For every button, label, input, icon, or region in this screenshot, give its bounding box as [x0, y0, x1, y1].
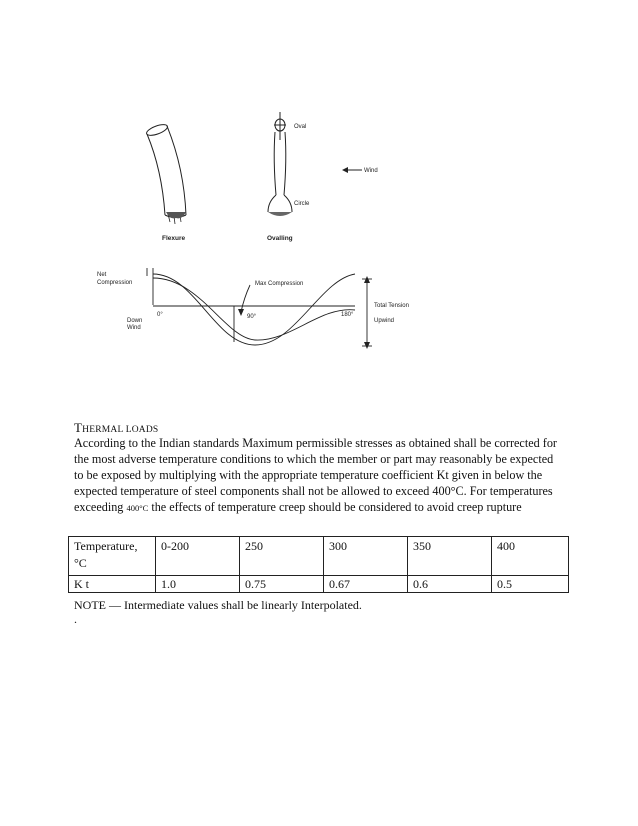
table-row — [69, 537, 569, 576]
table-cell: 0.6 — [408, 576, 492, 593]
zero-degree-label: 0° — [157, 312, 163, 318]
ovalling-label: Ovalling — [267, 235, 293, 242]
flexure-stack-drawing — [145, 122, 186, 224]
paragraph-part-1: According to the Indian standards Maximum permissible stresses as obtained shall be corrected for the most adverse temperature conditions to which the member or part may reasonably be expected to be exposed by multiplying with the appropriate temperature coefficient Kt given in below the expected temperature of steel components shall not be allowed to exceed 400°C. For temperatures exceeding — [74, 436, 557, 515]
table-cell: 350 — [408, 537, 492, 576]
one-eighty-degree-label: 180° — [341, 312, 354, 318]
heading-rest-1: HERMAL — [82, 425, 126, 435]
table-cell: 1.0 — [156, 576, 240, 593]
stack-loading-figure — [0, 0, 638, 370]
trailing-mark: . — [74, 612, 77, 626]
tension-arrow-bottom — [364, 342, 370, 349]
down-wind-label-1: Down — [127, 318, 143, 324]
wind-label: Wind — [364, 168, 378, 174]
max-compression-arrowhead — [238, 309, 244, 316]
paragraph-temperature: 400°C — [126, 503, 149, 514]
ovalling-stack-drawing — [268, 112, 292, 216]
table-cell: 0-200 — [156, 537, 240, 576]
table-cell: 0.67 — [324, 576, 408, 593]
down-wind-label-2: Wind — [127, 325, 141, 331]
oval-label: Oval — [294, 124, 307, 130]
paragraph-part-2: the effects of temperature creep should be considered to avoid creep rupture — [148, 500, 522, 515]
max-compression-label: Max Compression — [255, 281, 304, 287]
net-compression-label-1: Net — [97, 272, 107, 278]
table-cell: 0.75 — [240, 576, 324, 593]
table-note: NOTE — Intermediate values shall be linearly Interpolated. — [74, 598, 362, 612]
flexure-label: Flexure — [162, 235, 186, 242]
section-heading — [74, 420, 158, 436]
tension-arrow-top — [364, 276, 370, 283]
table-cell: K t — [69, 576, 156, 593]
ninety-degree-label: 90° — [247, 314, 257, 320]
table-cell: 250 — [240, 537, 324, 576]
table-cell: Temperature, °C — [69, 537, 156, 576]
stress-distribution-plot — [147, 268, 372, 346]
total-tension-label: Total Tension — [374, 303, 409, 309]
table-cell: 300 — [324, 537, 408, 576]
upwind-label: Upwind — [374, 318, 395, 324]
heading-rest-2: LOADS — [125, 425, 159, 435]
temperature-coefficient-table — [68, 536, 569, 593]
thermal-loads-paragraph — [74, 435, 564, 516]
table-row — [69, 576, 569, 593]
table-cell: 400 — [492, 537, 569, 576]
stack-diagram-svg — [0, 0, 638, 370]
wind-arrow — [342, 167, 362, 173]
table-cell: 0.5 — [492, 576, 569, 593]
heading-cap-t: T — [74, 420, 83, 435]
circle-label: Circle — [294, 201, 310, 207]
net-compression-label-2: Compression — [97, 280, 133, 286]
